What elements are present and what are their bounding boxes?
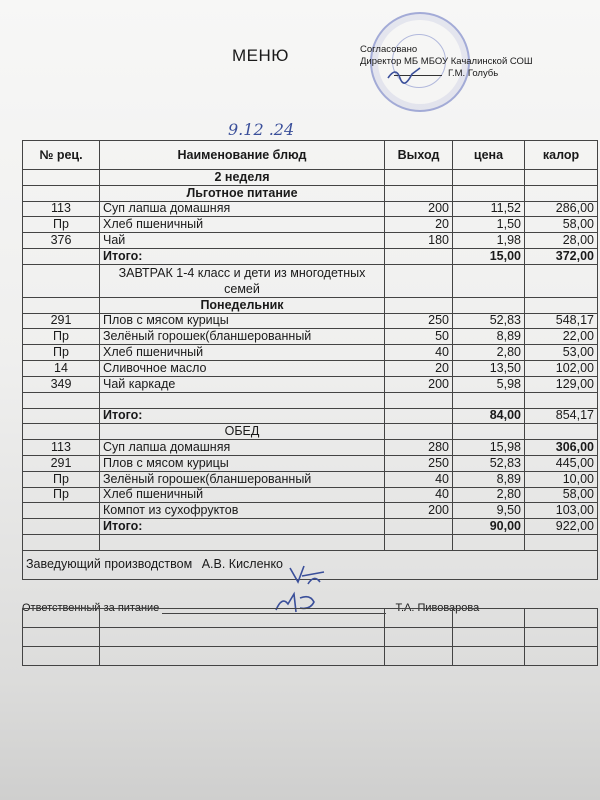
manager-label: Заведующий производством bbox=[26, 557, 193, 572]
out-cell: 250 bbox=[385, 313, 453, 329]
cal-cell: 306,00 bbox=[525, 440, 598, 456]
total-cal: 854,17 bbox=[525, 408, 598, 424]
dish-name-cell: Плов с мясом курицы bbox=[100, 455, 385, 471]
empty-row bbox=[23, 647, 598, 666]
approval-line1: Согласовано bbox=[360, 44, 418, 55]
col-header-rec: № рец. bbox=[23, 141, 100, 170]
section-title-row bbox=[23, 185, 598, 201]
section-title-row bbox=[23, 424, 598, 440]
table-row bbox=[23, 329, 598, 345]
dish-name-cell: Компот из сухофруктов bbox=[100, 503, 385, 519]
out-cell: 200 bbox=[385, 376, 453, 392]
price-cell: 11,52 bbox=[453, 201, 525, 217]
rec-cell: 113 bbox=[23, 201, 100, 217]
blank-row bbox=[23, 392, 598, 408]
dish-name-cell: Чай каркаде bbox=[100, 376, 385, 392]
price-cell: 52,83 bbox=[453, 455, 525, 471]
cal-cell: 53,00 bbox=[525, 345, 598, 361]
cal-cell: 58,00 bbox=[525, 487, 598, 503]
total-row bbox=[23, 519, 598, 535]
section2-title: ЗАВТРАК 1-4 класс и дети из многодетных семей bbox=[100, 264, 385, 297]
responsible-label: Ответственный за питание bbox=[22, 602, 160, 614]
out-cell: 280 bbox=[385, 440, 453, 456]
dish-name-cell: Суп лапша домашняя bbox=[100, 440, 385, 456]
price-cell: 2,80 bbox=[453, 487, 525, 503]
cal-cell: 548,17 bbox=[525, 313, 598, 329]
total-cal: 922,00 bbox=[525, 519, 598, 535]
rec-cell: Пр bbox=[23, 487, 100, 503]
price-cell: 52,83 bbox=[453, 313, 525, 329]
out-cell: 40 bbox=[385, 345, 453, 361]
table-row bbox=[23, 217, 598, 233]
total-row bbox=[23, 408, 598, 424]
week-label: 2 неделя bbox=[100, 170, 385, 186]
rec-cell: 14 bbox=[23, 360, 100, 376]
empty-row bbox=[23, 628, 598, 647]
responsible-name: Т.А. Пивоварова bbox=[395, 602, 480, 614]
approval-name: Г.М. Голубь bbox=[448, 68, 499, 79]
out-cell: 200 bbox=[385, 503, 453, 519]
total-label: Итого: bbox=[100, 519, 385, 535]
price-cell: 1,98 bbox=[453, 233, 525, 249]
manager-signature bbox=[284, 562, 330, 588]
cal-cell: 102,00 bbox=[525, 360, 598, 376]
section3-title: ОБЕД bbox=[100, 424, 385, 440]
page-title: МЕНЮ bbox=[232, 46, 289, 65]
dish-name-cell: Зелёный горошек(бланшерованный bbox=[100, 329, 385, 345]
out-cell: 40 bbox=[385, 487, 453, 503]
out-cell: 20 bbox=[385, 217, 453, 233]
table-row bbox=[23, 360, 598, 376]
total-row bbox=[23, 248, 598, 264]
table-row bbox=[23, 201, 598, 217]
price-cell: 5,98 bbox=[453, 376, 525, 392]
rec-cell: 113 bbox=[23, 440, 100, 456]
out-cell: 50 bbox=[385, 329, 453, 345]
out-cell: 40 bbox=[385, 471, 453, 487]
dish-name-cell: Суп лапша домашняя bbox=[100, 201, 385, 217]
section-title-row bbox=[23, 264, 598, 297]
cal-cell: 28,00 bbox=[525, 233, 598, 249]
rec-cell: 291 bbox=[23, 455, 100, 471]
total-price: 15,00 bbox=[453, 248, 525, 264]
director-signature bbox=[384, 64, 424, 86]
cal-cell: 22,00 bbox=[525, 329, 598, 345]
table-header-row bbox=[23, 141, 598, 170]
price-cell: 8,89 bbox=[453, 329, 525, 345]
cal-cell: 445,00 bbox=[525, 455, 598, 471]
rec-cell: Пр bbox=[23, 345, 100, 361]
out-cell: 180 bbox=[385, 233, 453, 249]
dish-name-cell: Плов с мясом курицы bbox=[100, 313, 385, 329]
price-cell: 1,50 bbox=[453, 217, 525, 233]
total-label: Итого: bbox=[100, 408, 385, 424]
table-row bbox=[23, 471, 598, 487]
table-row bbox=[23, 345, 598, 361]
table-row bbox=[23, 455, 598, 471]
rec-cell: Пр bbox=[23, 471, 100, 487]
table-row bbox=[23, 233, 598, 249]
table-row bbox=[23, 313, 598, 329]
col-header-cal: калор bbox=[525, 141, 598, 170]
rec-cell: 349 bbox=[23, 376, 100, 392]
col-header-name: Наименование блюд bbox=[100, 141, 385, 170]
out-cell: 200 bbox=[385, 201, 453, 217]
dish-name-cell: Хлеб пшеничный bbox=[100, 345, 385, 361]
price-cell: 2,80 bbox=[453, 345, 525, 361]
total-cal: 372,00 bbox=[525, 248, 598, 264]
rec-cell: 376 bbox=[23, 233, 100, 249]
total-price: 90,00 bbox=[453, 519, 525, 535]
total-price: 84,00 bbox=[453, 408, 525, 424]
section2-day: Понедельник bbox=[100, 297, 385, 313]
week-row bbox=[23, 170, 598, 186]
out-cell: 20 bbox=[385, 360, 453, 376]
rec-cell: 291 bbox=[23, 313, 100, 329]
dish-name-cell: Сливочное масло bbox=[100, 360, 385, 376]
cal-cell: 103,00 bbox=[525, 503, 598, 519]
table-row bbox=[23, 376, 598, 392]
out-cell: 250 bbox=[385, 455, 453, 471]
total-label: Итого: bbox=[100, 248, 385, 264]
table-row bbox=[23, 487, 598, 503]
empty-table bbox=[22, 608, 598, 666]
empty-row bbox=[23, 609, 598, 628]
col-header-price: цена bbox=[453, 141, 525, 170]
manager-name: А.В. Кисленко bbox=[201, 557, 284, 572]
price-cell: 9,50 bbox=[453, 503, 525, 519]
rec-cell bbox=[23, 503, 100, 519]
cal-cell: 58,00 bbox=[525, 217, 598, 233]
dish-name-cell: Хлеб пшеничный bbox=[100, 217, 385, 233]
cal-cell: 129,00 bbox=[525, 376, 598, 392]
table-row bbox=[23, 503, 598, 519]
rec-cell: Пр bbox=[23, 329, 100, 345]
menu-table bbox=[22, 140, 598, 580]
dish-name-cell: Чай bbox=[100, 233, 385, 249]
price-cell: 13,50 bbox=[453, 360, 525, 376]
rec-cell: Пр bbox=[23, 217, 100, 233]
price-cell: 15,98 bbox=[453, 440, 525, 456]
approval-line2: Директор МБ МБОУ Качалинской СОШ bbox=[360, 56, 533, 67]
col-header-out: Выход bbox=[385, 141, 453, 170]
cal-cell: 10,00 bbox=[525, 471, 598, 487]
dish-name-cell: Зелёный горошек(бланшерованный bbox=[100, 471, 385, 487]
table-row bbox=[23, 440, 598, 456]
price-cell: 8,89 bbox=[453, 471, 525, 487]
section1-title: Льготное питание bbox=[100, 185, 385, 201]
handwritten-date: 9.12 .24 bbox=[228, 120, 295, 139]
cal-cell: 286,00 bbox=[525, 201, 598, 217]
dish-name-cell: Хлеб пшеничный bbox=[100, 487, 385, 503]
day-row bbox=[23, 297, 598, 313]
blank-row bbox=[23, 534, 598, 550]
